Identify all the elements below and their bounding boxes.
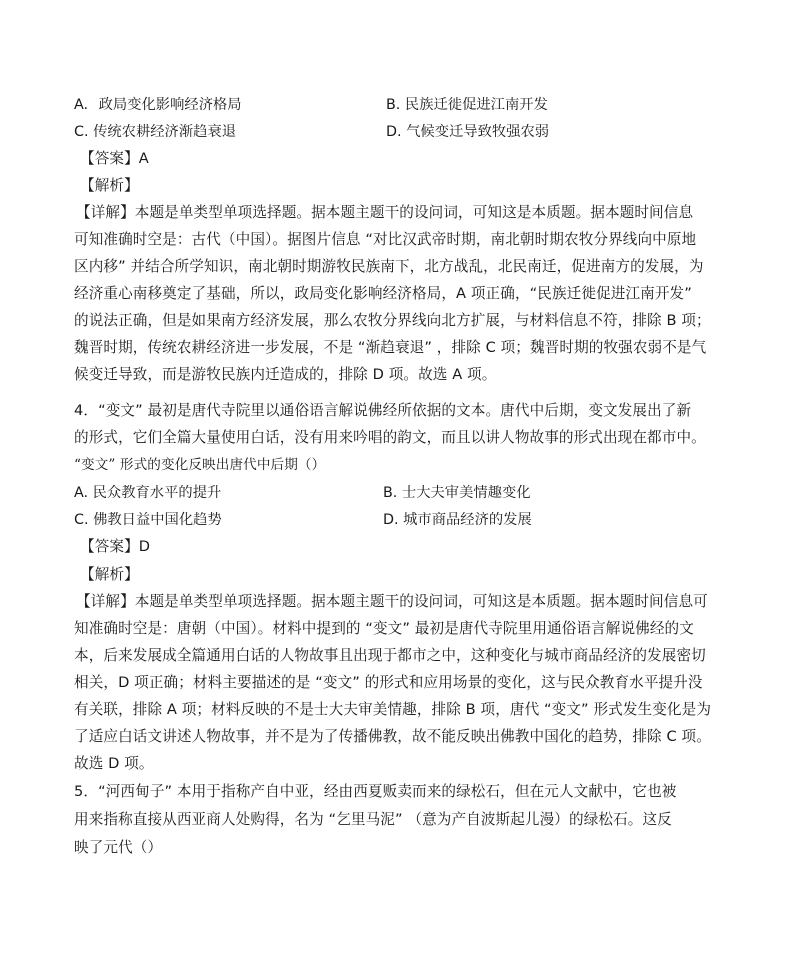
q3-option-d[interactable] <box>386 122 549 142</box>
option-text: 传统农耕经济渐趋衰退 <box>93 124 237 140</box>
q4-option-a[interactable] <box>74 483 221 503</box>
q3-analysis-label: 【解析】 <box>80 177 139 194</box>
q4-stem-line: “变文” 形式的变化反映出唐代中后期（） <box>74 457 326 473</box>
q4-detail-line: 故选 D 项。 <box>74 755 154 772</box>
q4-stem-line: 的形式，它们全篇大量使用白话，没有用来吟唱的韵文，而且以讲人物故事的形式出现在都市中。 <box>74 429 706 446</box>
q4-detail-line: 知准确时空是：唐朝（中国）。材料中提到的 “变文” 最初是唐代寺院里用通俗语言解说佛经的文 <box>74 620 694 637</box>
option-letter: D. <box>383 512 399 528</box>
q3-option-a[interactable] <box>74 95 242 115</box>
option-text: 佛教日益中国化趋势 <box>93 512 222 528</box>
option-letter: A. <box>74 97 89 113</box>
option-text: 城市商品经济的发展 <box>403 512 532 528</box>
q4-answer: 【答案】D <box>80 538 151 555</box>
option-text: 政局变化影响经济格局 <box>98 97 242 113</box>
q4-option-d[interactable] <box>383 510 532 530</box>
option-letter: B. <box>386 97 401 113</box>
q3-answer: 【答案】A <box>80 150 149 167</box>
q3-detail-line: 的说法正确，但是如果南方经济发展，那么农牧分界线向北方扩展，与材料信息不符，排除 B 项； <box>74 312 711 329</box>
q3-detail-line: 区内移” 并结合所学知识，南北朝时期游牧民族南下，北方战乱，北民南迁，促进南方的发展，为 <box>74 258 704 275</box>
option-text: 气候变迁导致牧强农弱 <box>406 124 550 140</box>
q3-detail-line: 【详解】本题是单类型单项选择题。据本题主题干的设问词，可知这是本质题。据本题时间信息 <box>76 204 694 221</box>
option-text: 民族迁徙促进江南开发 <box>404 97 548 113</box>
q4-detail-line: 本，后来发展成全篇通用白话的人物故事且出现于都市之中，这种变化与城市商品经济的发展密切 <box>74 647 706 664</box>
option-text: 士大夫审美情趣变化 <box>401 485 531 501</box>
q4-analysis-label: 【解析】 <box>80 566 139 583</box>
q5-stem-line: 5．“河西甸子” 本用于指称产自中亚，经由西夏贩卖而来的绿松石，但在元人文献中，它也被 <box>74 783 677 800</box>
option-letter: D. <box>386 124 402 140</box>
q4-detail-line: 有关联，排除 A 项；材料反映的不是士大夫审美情趣，排除 B 项，唐代 “变文” 形式发生变化是为 <box>74 701 712 718</box>
option-text: 民众教育水平的提升 <box>92 485 222 501</box>
q4-option-c[interactable] <box>74 510 222 530</box>
q3-detail-line: 魏晋时期，传统农耕经济进一步发展，不是 “渐趋衰退” ，排除 C 项；魏晋时期的牧强农弱不是气 <box>74 339 707 356</box>
q3-option-b[interactable] <box>386 95 548 115</box>
q4-option-b[interactable] <box>383 483 531 503</box>
q3-option-c[interactable] <box>74 122 236 142</box>
q5-stem-line: 用来指称直接从西亚商人处购得，名为 “乞里马泥” （意为产自波斯起儿漫）的绿松石。这反 <box>74 811 672 828</box>
q3-detail-line: 经济重心南移奠定了基础，所以，政局变化影响经济格局，A 项正确，“民族迁徙促进江南开发” <box>74 285 692 302</box>
q4-stem-line: 4．“变文” 最初是唐代寺院里以通俗语言解说佛经所依据的文本。唐代中后期，变文发展出了新 <box>74 402 692 419</box>
option-letter: B. <box>383 485 398 501</box>
q5-stem-line: 映了元代（） <box>74 839 163 856</box>
q4-detail-line: 【详解】本题是单类型单项选择题。据本题主题干的设问词，可知这是本质题。据本题时间信息可 <box>76 593 708 610</box>
option-letter: C. <box>74 124 89 140</box>
option-letter: A. <box>74 485 89 501</box>
q4-detail-line: 了适应白话文讲述人物故事，并不是为了传播佛教，故不能反映出佛教中国化的趋势，排除 C 项。 <box>74 728 711 745</box>
q3-detail-line: 候变迁导致，而是游牧民族内迁造成的，排除 D 项。故选 A 项。 <box>74 366 497 383</box>
q4-detail-line: 相关，D 项正确；材料主要描述的是 “变文” 的形式和应用场景的变化，这与民众教育水平提升没 <box>74 674 703 691</box>
option-letter: C. <box>74 512 89 528</box>
q3-detail-line: 可知准确时空是：古代（中国）。据图片信息 “对比汉武帝时期，南北朝时期农牧分界线向中原地 <box>74 231 697 248</box>
